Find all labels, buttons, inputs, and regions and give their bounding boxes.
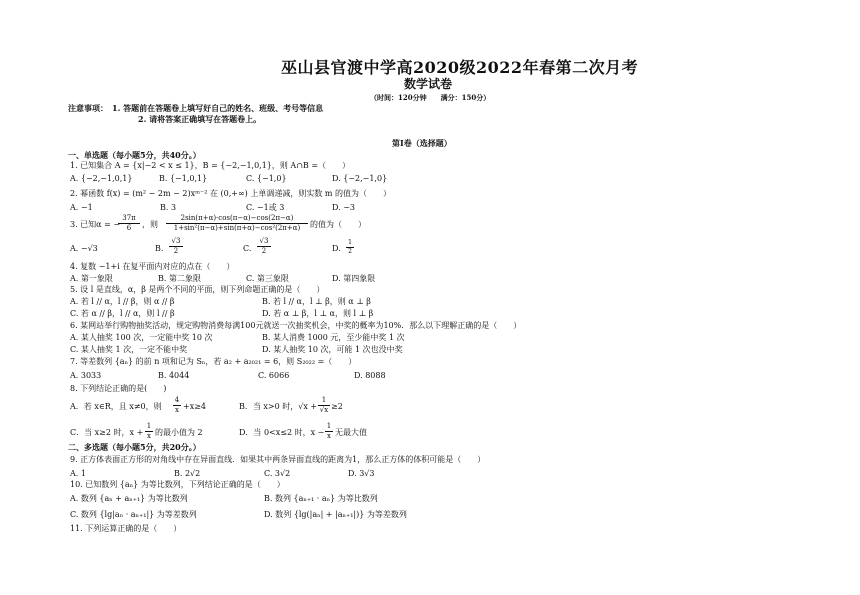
exam-info: （时间：120分钟 满分：150分） xyxy=(370,93,491,102)
exam-subtitle: 数学试卷 xyxy=(404,77,453,91)
q8-option-d-fraction xyxy=(325,423,333,440)
q2-stem: 2. 幂函数 f(x) = (m² − 2m − 2)xᵐ⁻² 在 (0,+∞) 上单调递减，则实数 m 的值为（ ） xyxy=(70,189,391,198)
q7-option-b: B. 4044 xyxy=(158,371,190,380)
q8-option-b-numerator: 1 xyxy=(318,397,330,406)
q1-option-a: A. {−2,−1,0,1} xyxy=(70,174,133,183)
q3-lead: 3. 已知α = − xyxy=(70,220,121,229)
q3-alpha-fraction xyxy=(118,215,140,232)
q6-option-d: D. 某人抽奖 10 次，可能 1 次也没中奖 xyxy=(262,345,403,354)
q2-option-a: A. −1 xyxy=(70,203,93,212)
q1-option-b: B. {−1,0,1} xyxy=(159,174,208,183)
q6-option-a: A. 某人抽奖 100 次，一定能中奖 10 次 xyxy=(70,333,213,342)
q3-option-c-label: C. xyxy=(243,244,252,253)
q8-option-b-fraction xyxy=(318,397,330,414)
q8-option-b-post: ≥2 xyxy=(331,402,343,411)
q3-alpha-denominator: 6 xyxy=(126,224,132,232)
q1-option-c: C. {−1,0} xyxy=(246,174,287,183)
notes-item-1: 1. 答题前在答题卷上填写好自己的姓名、班级、考号等信息 xyxy=(112,103,324,113)
q8-option-c-fraction xyxy=(145,423,153,440)
q8-option-c-denominator: x xyxy=(147,432,151,440)
q3-option-b-numerator: √3 xyxy=(169,238,183,247)
q1-stem: 1. 已知集合 A = {x|−2 < x ≤ 1}，B = {−2,−1,0,1}，则 A∩B =（ ） xyxy=(70,161,351,170)
q9-stem: 9. 正方体表面正方形的对角线中存在异面直线．如果其中两条异面直线的距离为1，那么正方体的体积可能是（ ） xyxy=(70,455,486,464)
q10-stem: 10. 已知数列 {aₙ} 为等比数列，下列结论正确的是（ ） xyxy=(70,480,285,489)
notes-label: 注意事项： xyxy=(68,103,108,113)
q4-option-a: A. 第一象限 xyxy=(70,274,113,283)
part2-heading: 二、多选题（每小题5分，共20分。） xyxy=(68,442,201,452)
q3-option-c-fraction xyxy=(257,238,271,255)
q7-option-d: D. 8088 xyxy=(354,371,386,380)
q5-option-c: C. 若 α // β，l // α，则 l // β xyxy=(70,309,175,318)
q7-option-c: C. 6066 xyxy=(258,371,290,380)
q9-option-a: A. 1 xyxy=(70,469,86,478)
q11-stem: 11. 下列运算正确的是（ ） xyxy=(70,524,182,533)
q10-option-c: C. 数列 {lg|aₙ · aₙ₊₁|} 为等差数列 xyxy=(70,510,197,519)
section-title: 第Ⅰ卷（选择题） xyxy=(392,138,452,148)
q8-option-d-pre: D．当 0<x≤2 时，x − xyxy=(239,428,325,437)
q5-stem: 5. 设 l 是直线，α，β 是两个不同的平面，则下列命题正确的是（ ） xyxy=(70,285,325,294)
q8-option-a-post: +x≥4 xyxy=(183,402,207,411)
q7-option-a: A. 3033 xyxy=(70,371,102,380)
q8-option-b-pre: B．当 x>0 时，√x + xyxy=(239,402,318,411)
q3-tail: 的值为（ ） xyxy=(310,220,366,229)
q3-expression-fraction xyxy=(166,215,308,232)
q8-option-c-post: 的最小值为 2 xyxy=(155,428,203,437)
q8-option-a-fraction xyxy=(173,397,181,414)
q8-option-a-numerator: 4 xyxy=(174,396,180,404)
q3-alpha-numerator: 37π xyxy=(118,215,140,224)
q3-option-b-denominator: 2 xyxy=(173,247,179,255)
q6-stem: 6. 某网站举行购物抽奖活动，规定购物消费每满100元就送一次抽奖机会，中奖的概率为10%．那么以下理解正确的是（ ） xyxy=(70,321,522,330)
q3-option-d-fraction xyxy=(346,240,354,255)
q3-expression-numerator: 2sin(π+α)·cos(π−α)−cos(2π−α) xyxy=(166,215,308,224)
q1-option-d: D. {−2,−1,0} xyxy=(332,174,388,183)
q8-option-b-denominator: √x xyxy=(319,406,329,414)
notes-item-2: 2. 请将答案正确填写在答题卷上。 xyxy=(138,114,262,124)
q3-expression-denominator: 1+sin²(π−α)+sin(π+α)−cos²(2π+α) xyxy=(173,224,301,232)
exam-title: 巫山县官渡中学高2020级2022年春第二次月考 xyxy=(281,58,639,77)
q3-option-c-numerator: √3 xyxy=(257,238,271,247)
q8-option-d-denominator: x xyxy=(327,432,331,440)
q6-option-c: C. 某人抽奖 1 次，一定不能中奖 xyxy=(70,345,188,354)
q8-option-c-pre: C．当 x≥2 时，x + xyxy=(70,428,144,437)
q10-option-a: A. 数列 {aₙ + aₙ₊₁} 为等比数列 xyxy=(70,494,188,503)
q9-option-b: B. 2√2 xyxy=(174,469,201,478)
q8-option-d-post: 无最大值 xyxy=(335,428,367,437)
q7-stem: 7. 等差数列 {aₙ} 的前 n 项和记为 Sₙ，若 a₂ + a₂₀₂₁ = 6，则 S₂₀₂₂ =（ ） xyxy=(70,357,357,366)
q6-option-b: B. 某人消费 1000 元，至少能中奖 1 次 xyxy=(262,333,405,342)
q3-option-b-fraction xyxy=(169,238,183,255)
q4-option-b: B. 第二象限 xyxy=(158,274,201,283)
q8-option-c-numerator: 1 xyxy=(146,422,152,430)
q10-option-d: D. 数列 {lg(|aₙ| + |aₙ₊₁|)} 为等差数列 xyxy=(264,510,407,519)
q10-option-b: B. 数列 {aₙ₊₁ · aₙ} 为等比数列 xyxy=(264,494,378,503)
q4-stem: 4. 复数 −1+i 在复平面内对应的点在（ ） xyxy=(70,262,235,271)
part1-heading: 一、单选题（每小题5分，共40分。） xyxy=(68,150,201,160)
q5-option-d: D. 若 α ⊥ β，l ⊥ α，则 l ⊥ β xyxy=(262,309,374,318)
q3-mid: ，则 xyxy=(142,220,158,229)
q3-option-d-label: D. xyxy=(332,244,341,253)
q5-option-a: A. 若 l // α，l // β，则 α // β xyxy=(70,297,175,306)
q8-option-a-denominator: x xyxy=(175,406,179,414)
q9-option-d: D. 3√3 xyxy=(348,469,375,478)
q4-option-c: C. 第三象限 xyxy=(246,274,289,283)
q9-option-c: C. 3√2 xyxy=(264,469,291,478)
q8-option-a-pre: A．若 x∈R，且 x≠0，则 xyxy=(70,402,162,411)
q3-option-d-denominator: 2 xyxy=(348,248,352,255)
q2-option-d: D. −3 xyxy=(332,203,356,212)
q5-option-b: B. 若 l // α，l ⊥ β，则 α ⊥ β xyxy=(262,297,371,306)
q2-option-c: C. −1或 3 xyxy=(246,203,285,212)
q2-option-b: B. 3 xyxy=(160,203,177,212)
q8-option-d-numerator: 1 xyxy=(326,422,332,430)
q4-option-d: D. 第四象限 xyxy=(332,274,376,283)
q8-stem: 8. 下列结论正确的是( ) xyxy=(70,384,167,393)
q3-option-c-denominator: 2 xyxy=(261,247,267,255)
q3-option-b-label: B. xyxy=(155,244,164,253)
q3-option-d-numerator: 1 xyxy=(346,240,354,248)
q3-option-a: A. −√3 xyxy=(70,244,98,253)
